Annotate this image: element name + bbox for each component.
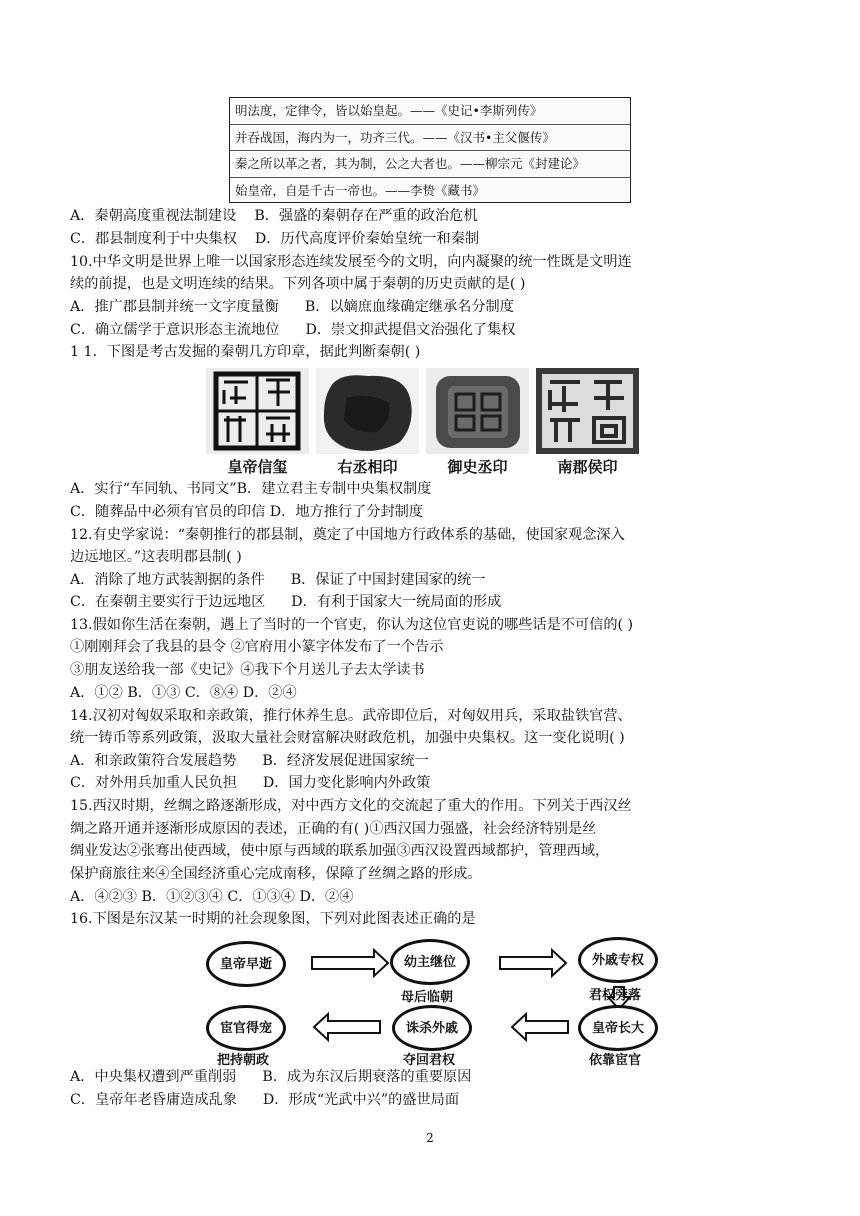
seal-caption: 御史丞印	[447, 458, 508, 476]
q10-options-ab	[70, 297, 514, 317]
q9-option-d: D．历代高度评价秦始皇统一和秦制	[254, 231, 480, 247]
quote-row: 秦之所以革之者，其为制，公之大者也。——柳宗元《封建论》	[230, 151, 630, 178]
q13-line: ①刚刚拜会了我县的县令 ②官府用小篆字体发布了一个告示	[70, 639, 444, 655]
flow-node-young-ruler: 幼主继位	[390, 939, 470, 985]
flow-node-caption: 君权旁落	[588, 988, 641, 1003]
flow-node-early-death: 皇帝早逝	[206, 941, 286, 987]
flow-node-kill-consorts: 诛杀外戚	[392, 1005, 472, 1051]
q9-option-b: B．强盛的秦朝存在严重的政治危机	[254, 208, 478, 224]
q16-option-c: C．皇帝年老昏庸造成乱象	[70, 1092, 237, 1108]
q12-option-c: C．在秦朝主要实行于边远地区	[70, 594, 266, 610]
quote-table	[229, 97, 631, 203]
flow-node-caption: 依靠宦官	[588, 1053, 641, 1068]
quote-row: 始皇帝，自是千古一帝也。——李贽《藏书》	[235, 182, 486, 198]
q14-option-a: A．和亲政策符合发展趋势	[70, 753, 237, 769]
q13-line: ③朋友送给我一部《史记》④我下个月送儿子去太学读书	[70, 662, 425, 678]
q10-option-a: A．推广郡县制并统一文字度量衡	[70, 299, 279, 315]
q14-stem-line: 统一铸币等系列政策，汲取大量社会财富解决财政危机，加强中央集权。这一变化说明( )	[70, 730, 625, 746]
q12-options-ab	[70, 570, 486, 590]
q15-stem-line: 绸业发达②张骞出使西域，使中原与西域的联系加强③西汉设置西域都护，管理西域，	[70, 843, 610, 859]
q12-option-a: A．消除了地方武装割据的条件	[70, 572, 265, 588]
q10-stem-line: 续的前提，也是文明连续的结果。下列各项中属于秦朝的历史贡献的是( )	[70, 276, 526, 292]
seal-images	[206, 368, 630, 480]
q12-option-b: B．保证了中国封建国家的统一	[290, 572, 486, 588]
q9-options-cd	[70, 229, 479, 249]
q11-stem: 1 1．下图是考古发掘的秦朝几方印章，据此判断秦朝( )	[70, 344, 421, 360]
flow-node-emperor-grown: 皇帝长大	[578, 1005, 658, 1051]
seal-caption: 南郡侯印	[557, 458, 618, 476]
seal-image-youchengxiang	[316, 368, 419, 454]
q11-options-cd: C．随葬品中必须有官员的印信 D．地方推行了分封制度	[70, 504, 424, 520]
flow-node-eunuchs-favored: 宦官得宠	[206, 1005, 286, 1051]
page-number: 2	[426, 1131, 434, 1145]
q9-options-ab	[70, 206, 478, 226]
arrow-right-icon	[500, 950, 566, 976]
q13-stem: 13.假如你生活在秦朝，遇上了当时的一个官吏，你认为这位官吏说的哪些话是不可信的( )	[70, 617, 634, 633]
q10-option-c: C．确立儒学于意识形态主流地位	[70, 322, 280, 338]
q10-option-b: B．以嫡庶血缘确定继承名分制度	[304, 299, 514, 315]
q14-option-d: D．国力变化影响内外政策	[262, 775, 431, 791]
q9-option-c: C．郡县制度利于中央集权	[70, 231, 237, 247]
flow-diagram	[200, 935, 680, 1068]
q15-stem-line: 保护商旅往来④全国经济重心完成南移，保障了丝绸之路的形成。	[70, 866, 482, 882]
q16-option-a: A．中央集权遭到严重削弱	[70, 1069, 237, 1085]
q12-options-cd	[70, 592, 501, 612]
q10-option-d: D．崇文抑武提倡文治强化了集权	[305, 322, 516, 338]
q14-options-ab	[70, 751, 429, 771]
flow-node-caption: 把持朝政	[216, 1053, 269, 1068]
q16-options-cd	[70, 1090, 459, 1110]
q16-options-ab	[70, 1067, 471, 1087]
q14-options-cd	[70, 773, 430, 793]
quote-row: 并吞战国，海内为一，功齐三代。——《汉书•主父偃传》	[230, 125, 630, 152]
quote-row: 明法度，定律令，皆以始皇起。——《史记•李斯列传》	[230, 98, 630, 125]
q12-option-d: D．有利于国家大一统局面的形成	[291, 594, 502, 610]
q10-options-cd	[70, 320, 516, 340]
q14-stem-line: 14.汉初对匈奴采取和亲政策，推行休养生息。武帝即位后，对匈奴用兵，采取盐铁官营、	[70, 708, 632, 724]
seal-image-yushicheng	[426, 368, 529, 454]
flow-node-consort-power: 外戚专权	[578, 937, 658, 983]
q16-option-d: D．形成“光武中兴”的盛世局面	[262, 1092, 460, 1108]
seal-image-huangdi	[206, 368, 309, 454]
q14-option-c: C．对外用兵加重人民负担	[70, 775, 237, 791]
seal-image-nanjunhou	[536, 368, 639, 454]
q15-options: A．④②③ B．①②③④ C．①③④ D．②④	[70, 889, 354, 905]
q15-stem-line: 绸之路开通并逐渐形成原因的表述，正确的有( )①西汉国力强盛，社会经济特别是丝	[70, 821, 597, 837]
q16-stem: 16.下图是东汉某一时期的社会现象图，下列对此图表述正确的是	[70, 911, 476, 927]
flow-node-caption: 夺回君权	[402, 1053, 455, 1068]
q15-stem-line: 15.西汉时期，丝绸之路逐渐形成，对中西方文化的交流起了重大的作用。下列关于西汉丝	[70, 798, 632, 814]
q14-option-b: B．经济发展促进国家统一	[262, 753, 429, 769]
seal-caption: 皇帝信玺	[227, 458, 288, 476]
q16-option-b: B．成为东汉后期衰落的重要原因	[262, 1069, 472, 1085]
arrow-left-icon	[512, 1014, 568, 1040]
q9-option-a: A．秦朝高度重视法制建设	[70, 208, 237, 224]
arrow-right-icon	[312, 950, 388, 976]
q12-stem-line: 12.有史学家说：“秦朝推行的郡县制，奠定了中国地方行政体系的基础，使国家观念深入	[70, 527, 625, 543]
flow-node-caption: 母后临朝	[400, 990, 453, 1005]
arrow-left-icon	[314, 1014, 380, 1040]
seal-caption: 右丞相印	[337, 458, 398, 476]
q13-options: A．①② B．①③ C．⑧④ D．②④	[70, 685, 297, 701]
q12-stem-line: 边远地区。”这表明郡县制( )	[70, 549, 242, 565]
q11-options-ab: A．实行“车同轨、书同文”B．建立君主专制中央集权制度	[70, 481, 432, 497]
q10-stem-line: 10.中华文明是世界上唯一以国家形态连续发展至今的文明，向内凝聚的统一性既是文明连	[70, 254, 632, 270]
